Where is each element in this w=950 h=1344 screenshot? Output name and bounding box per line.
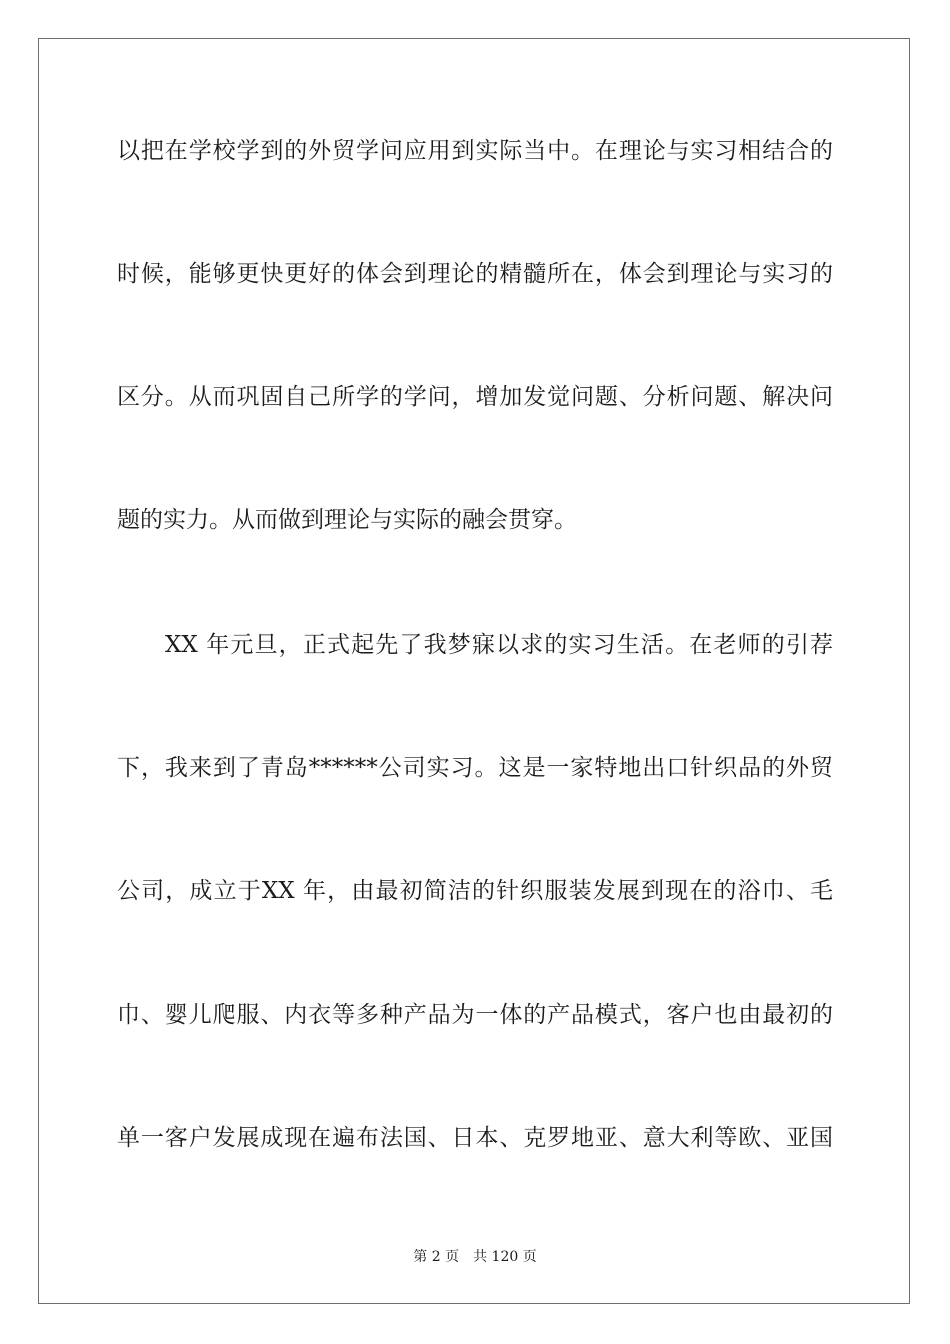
body-text-line: 下，我来到了青岛******公司实习。这是一家特地出口针织品的外贸 bbox=[117, 755, 833, 781]
page-footer bbox=[0, 1248, 950, 1266]
body-text-line: 单一客户发展成现在遍布法国、日本、克罗地亚、意大利等欧、亚国 bbox=[117, 1125, 833, 1151]
page-number: 第 2 页 bbox=[413, 1249, 460, 1265]
body-text-line: 巾、婴儿爬服、内衣等多种产品为一体的产品模式，客户也由最初的 bbox=[117, 1002, 833, 1028]
body-text-line-indented: XX 年元旦，正式起先了我梦寐以求的实习生活。在老师的引荐 bbox=[165, 632, 833, 658]
body-text-line: 公司，成立于XX 年，由最初简洁的针织服装发展到现在的浴巾、毛 bbox=[117, 878, 833, 904]
body-text-line: 以把在学校学到的外贸学问应用到实际当中。在理论与实习相结合的 bbox=[117, 138, 833, 164]
page-total: 共 120 页 bbox=[473, 1249, 537, 1265]
page-border bbox=[38, 38, 910, 1304]
body-text-line: 区分。从而巩固自己所学的学问，增加发觉问题、分析问题、解决问 bbox=[117, 384, 833, 410]
body-text-line: 题的实力。从而做到理论与实际的融会贯穿。 bbox=[117, 507, 577, 533]
body-text-line: 时候，能够更快更好的体会到理论的精髓所在，体会到理论与实习的 bbox=[117, 261, 833, 287]
